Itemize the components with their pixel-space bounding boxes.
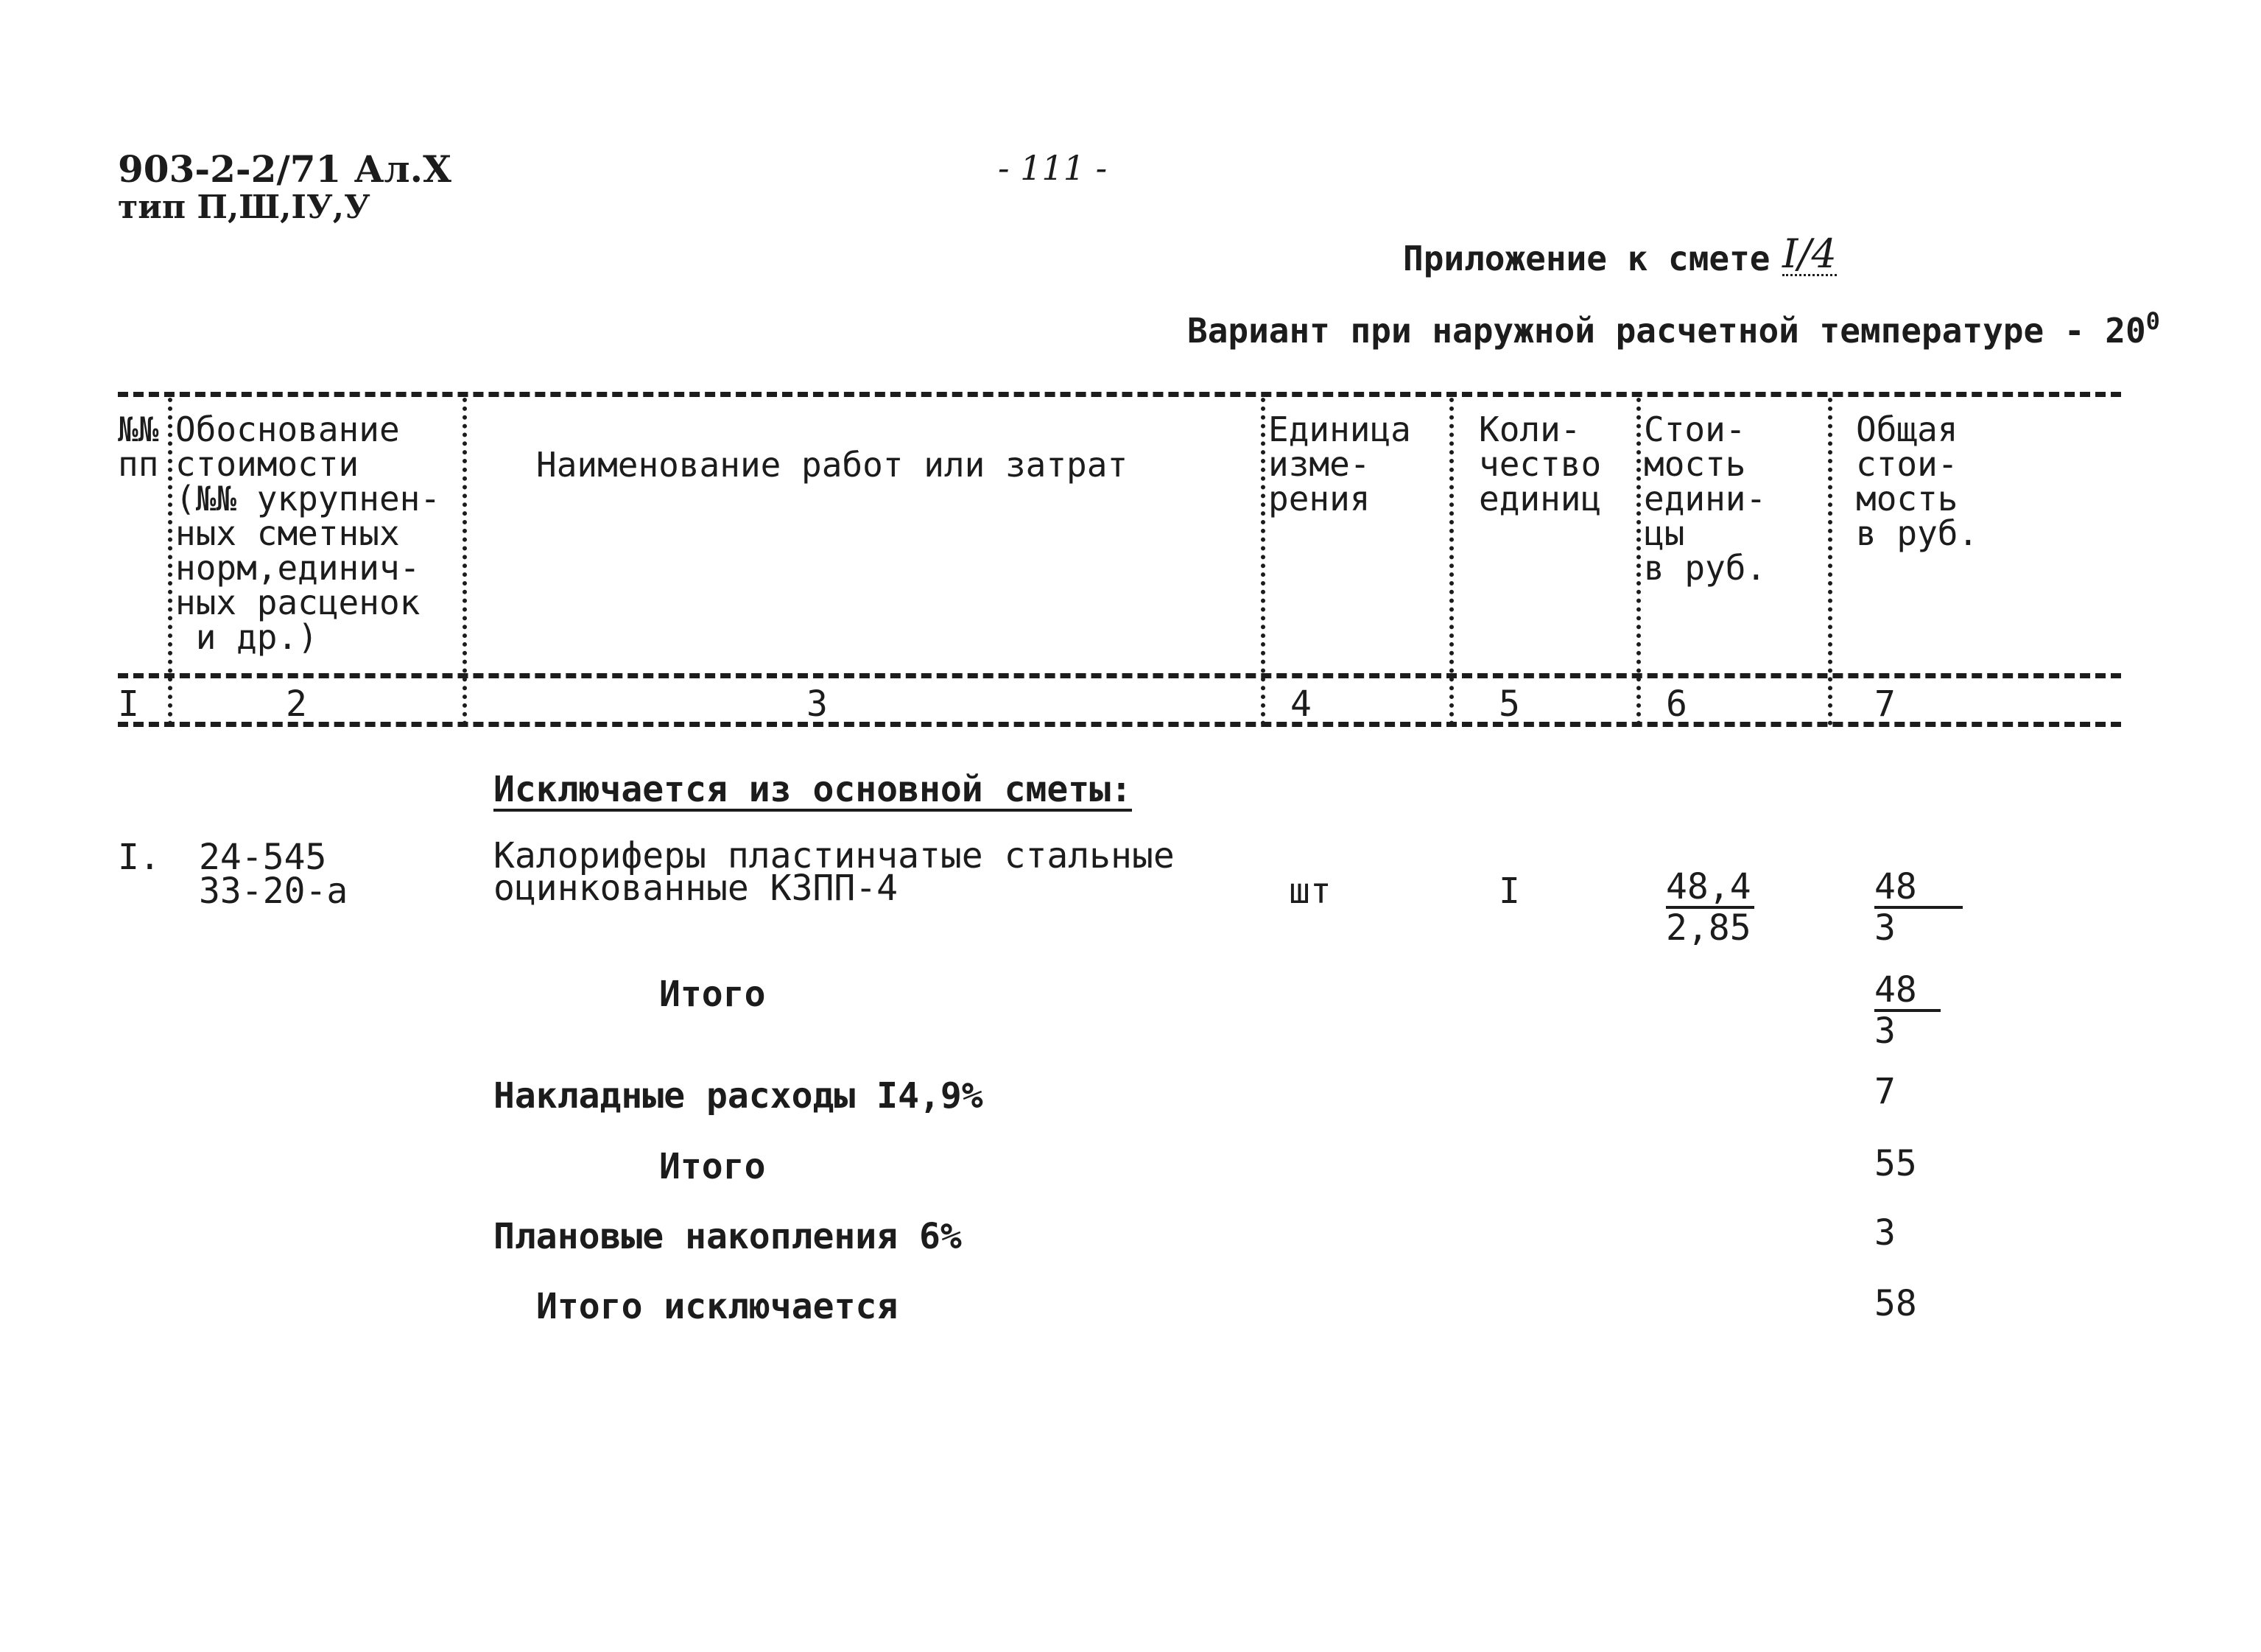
summary-overhead-label: Накладные расходы I4,9% bbox=[493, 1075, 983, 1117]
header-col-unit-price: Стои- мость едини- цы в руб. bbox=[1644, 410, 1767, 588]
colnum-3: 3 bbox=[806, 683, 828, 725]
page-number: - 111 - bbox=[998, 148, 1108, 188]
summary-total-value: 55 bbox=[1874, 1143, 1917, 1184]
section-title: Исключается из основной сметы: bbox=[493, 769, 1132, 810]
header-col-name: Наименование работ или затрат bbox=[536, 445, 1128, 485]
item-code-2: 33-20-а bbox=[199, 871, 348, 912]
appendix-ref: I/4 bbox=[1782, 231, 1837, 277]
summary-overhead-value: 7 bbox=[1874, 1071, 1896, 1112]
item-unit-price-top: 48,4 bbox=[1666, 869, 1754, 909]
colnum-5: 5 bbox=[1499, 683, 1520, 725]
header-col-basis: Обоснование стоимости (№№ укрупнен- ных сметных норм,единич- ных расценок и др.) bbox=[175, 410, 441, 657]
summary-excluded-value: 58 bbox=[1874, 1283, 1917, 1324]
header-col-qty: Коли- чество единиц bbox=[1479, 410, 1602, 519]
header-col-num: №№ пп bbox=[118, 410, 159, 484]
variant-degree: 0 bbox=[2145, 307, 2160, 335]
column-divider-5 bbox=[1636, 398, 1641, 725]
colnum-7: 7 bbox=[1874, 683, 1896, 725]
column-divider-2 bbox=[463, 398, 467, 725]
item-name: Калориферы пластинчатые стальные оцинкованные КЗПП-4 bbox=[493, 835, 1175, 909]
column-divider-4 bbox=[1449, 398, 1454, 725]
variant-line bbox=[1187, 307, 2160, 351]
table-header-rule bbox=[118, 673, 2121, 678]
summary-subtotal-value bbox=[1874, 969, 1941, 1052]
header-col-unit: Единица изме- рения bbox=[1268, 410, 1411, 519]
colnum-4: 4 bbox=[1290, 683, 1312, 725]
table-numbers-rule bbox=[118, 722, 2121, 727]
summary-planned-value: 3 bbox=[1874, 1212, 1896, 1254]
header-col-total: Общая стои- мость в руб. bbox=[1856, 410, 1979, 553]
summary-subtotal-bottom: 3 bbox=[1874, 1010, 1896, 1052]
column-divider-6 bbox=[1828, 398, 1832, 725]
item-unit-price-bottom: 2,85 bbox=[1666, 907, 1751, 949]
summary-subtotal-top: 48 bbox=[1874, 972, 1941, 1012]
summary-subtotal-label: Итого bbox=[659, 974, 766, 1015]
summary-excluded-label: Итого исключается bbox=[536, 1286, 899, 1327]
colnum-2: 2 bbox=[286, 683, 307, 725]
column-divider-1 bbox=[168, 398, 172, 725]
item-number: I. bbox=[118, 837, 161, 878]
item-total-top: 48 bbox=[1874, 869, 1963, 909]
variant-text: Вариант при наружной расчетной температуре - 20 bbox=[1187, 311, 2146, 351]
item-unit: шт bbox=[1289, 871, 1332, 912]
colnum-6: 6 bbox=[1666, 683, 1687, 725]
table-top-rule bbox=[118, 392, 2121, 397]
item-total-bottom: 3 bbox=[1874, 907, 1896, 949]
item-code-1: 24-545 bbox=[199, 837, 327, 878]
item-total bbox=[1874, 866, 1963, 949]
item-qty: I bbox=[1499, 871, 1520, 912]
summary-planned-label: Плановые накопления 6% bbox=[493, 1216, 962, 1257]
colnum-1: I bbox=[118, 683, 139, 725]
document-code: 903-2-2/71 Ал.X bbox=[118, 147, 451, 191]
column-divider-3 bbox=[1261, 398, 1265, 725]
item-unit-price bbox=[1666, 866, 1754, 949]
document-types: тип П,Ш,IУ,У bbox=[118, 189, 370, 226]
appendix-label: Приложение к смете bbox=[1403, 239, 1771, 278]
summary-total-label: Итого bbox=[659, 1146, 766, 1187]
